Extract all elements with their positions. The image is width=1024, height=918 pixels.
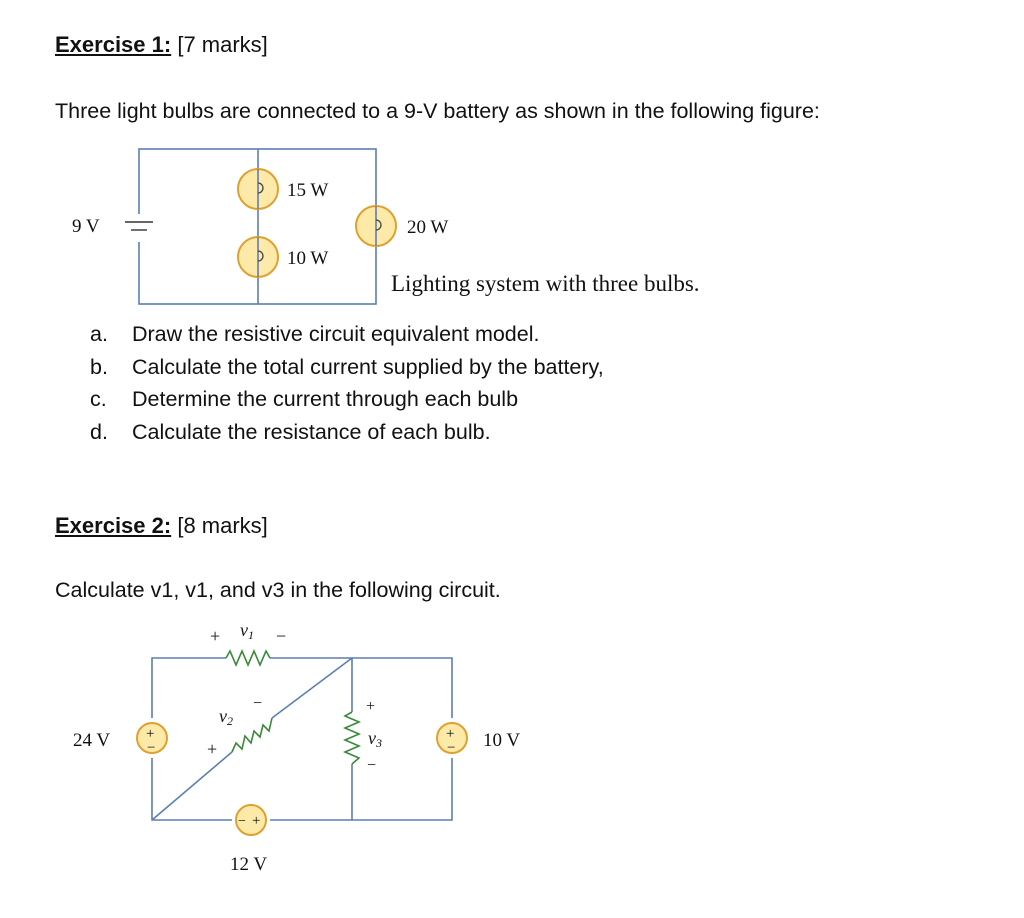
bulb2-label: 10 W (287, 248, 329, 269)
v2-minus: − (253, 695, 263, 712)
source-10v-icon (437, 723, 467, 756)
task-letter: a. (90, 322, 108, 346)
exercise2-wires (152, 658, 455, 820)
task-letter: d. (90, 419, 108, 444)
wire-diag-low (152, 752, 232, 820)
source-10v-plus: + (446, 726, 455, 742)
exercise2-marks: [8 marks] (177, 513, 268, 538)
v2-label: v2 (219, 706, 233, 728)
task-text: Determine the current through each bulb (132, 387, 519, 411)
v3-minus: − (367, 757, 377, 774)
exercise1-intro: Three light bulbs are connected to a 9-V battery as shown in the following figure: (55, 99, 820, 123)
source-24v-icon (137, 723, 167, 756)
task-text: Draw the resistive circuit equivalent model. (132, 322, 540, 346)
exercise1-title: Exercise 1: (55, 32, 172, 57)
bulb3-label: 20 W (407, 217, 449, 238)
source-24v-minus: − (147, 740, 156, 756)
source-12v-plus: + (252, 813, 261, 829)
v1-label: v1 (240, 620, 254, 642)
exercise1-marks: [7 marks] (177, 32, 268, 57)
v2-plus: + (207, 739, 218, 759)
resistor-v3 (345, 712, 359, 764)
resistor-v1 (226, 651, 270, 665)
source-right-label: 10 V (483, 730, 521, 751)
exercise2-title: Exercise 2: (55, 513, 172, 538)
wire-bottom-right (270, 758, 452, 820)
source-12v-minus: − (238, 814, 246, 829)
v3-label: v3 (368, 728, 382, 750)
wire-diag-high (272, 658, 352, 718)
source-bottom-label: 12 V (230, 854, 268, 875)
wire-top-left (152, 658, 226, 718)
bulb1-label: 15 W (287, 180, 329, 201)
source-24v-plus: + (146, 726, 155, 742)
exercise2-intro: Calculate v1, v1, and v3 in the following circuit. (55, 578, 501, 602)
figure1-caption: Lighting system with three bulbs. (391, 271, 700, 296)
source-10v-minus: − (447, 740, 456, 756)
task-text: Calculate the resistance of each bulb. (132, 419, 491, 444)
source-left-label: 24 V (73, 730, 111, 751)
v1-plus: + (210, 626, 221, 646)
task-letter: b. (90, 354, 108, 379)
v1-minus: − (276, 626, 287, 646)
resistor-v2 (232, 718, 272, 752)
task-text: Calculate the total current supplied by the battery, (132, 354, 604, 379)
v3-plus: + (366, 698, 376, 715)
battery-label: 9 V (72, 216, 100, 237)
task-letter: c. (90, 387, 107, 411)
wire-top-right (270, 658, 452, 718)
source-12v-icon (236, 805, 266, 835)
